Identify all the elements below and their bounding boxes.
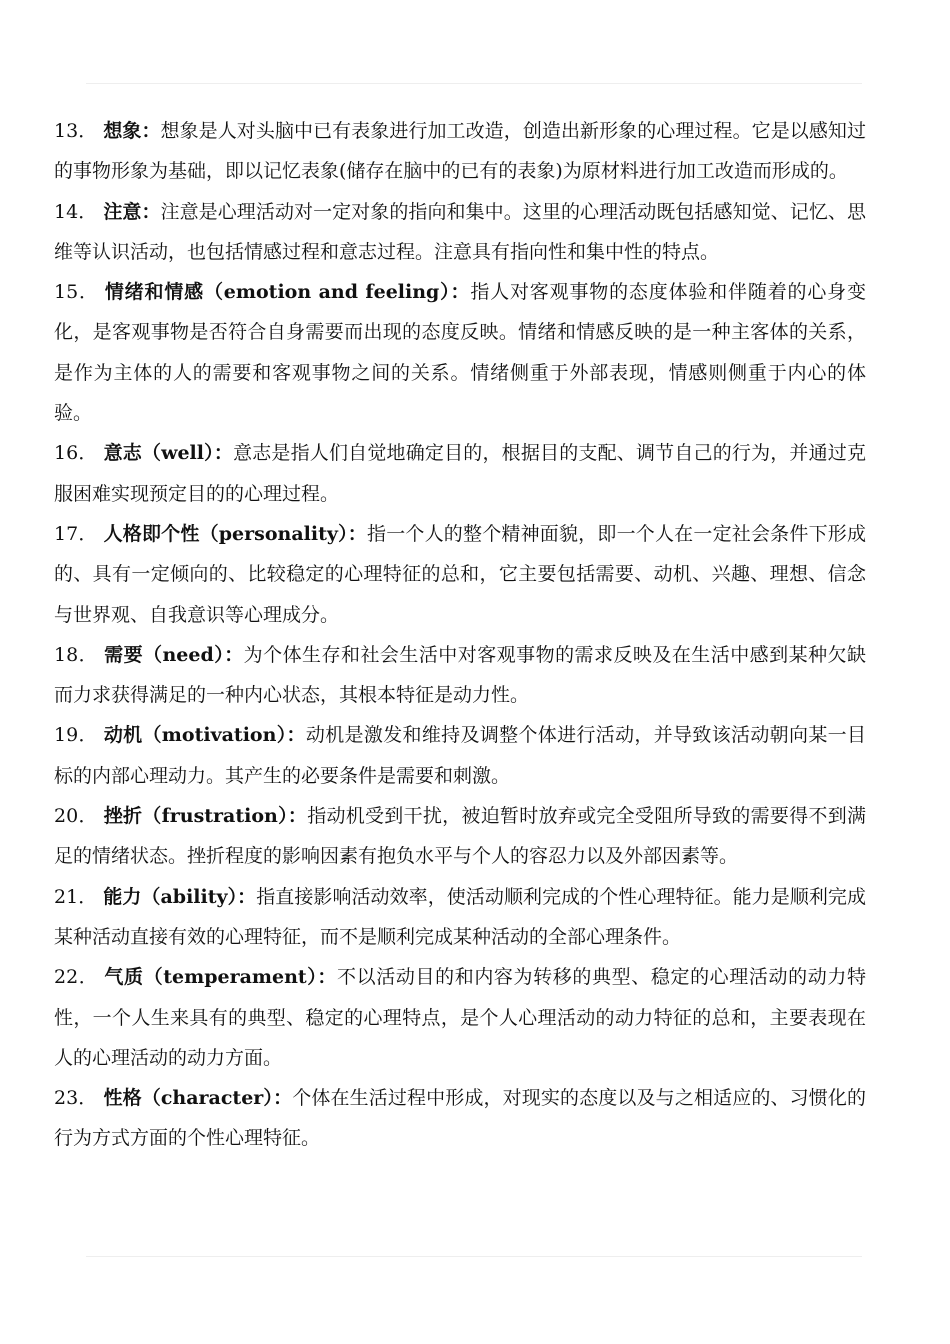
entry-16 — [54, 433, 866, 514]
document-body — [54, 111, 866, 1159]
entry-term: 人格即个性（personality）： — [103, 522, 367, 545]
entry-term: 动机（motivation）： — [103, 724, 306, 747]
entry-number: 16． — [54, 442, 98, 465]
entry-definition: 指一个人的整个精神面貌，即一个人在一定社会条件下形成的、具有一定倾向的、比较稳定的心理特征的总和，它主要包括需要、动机、兴趣、理想、信念与世界观、自我意识等心理成分。 — [54, 522, 866, 626]
entry-definition: 为个体生存和社会生活中对客观事物的需求反映及在生活中感到某种欠缺而力求获得满足的一种内心状态，其根本特征是动力性。 — [54, 643, 866, 707]
entry-19 — [54, 715, 866, 796]
entry-definition: 想象是人对头脑中已有表象进行加工改造，创造出新形象的心理过程。它是以感知过的事物形象为基础，即以记忆表象(储存在脑中的已有的表象)为原材料进行加工改造而形成的。 — [54, 120, 866, 183]
entry-20 — [54, 796, 866, 877]
entry-number: 23． — [54, 1087, 98, 1110]
entry-14 — [54, 192, 866, 273]
entry-definition: 个体在生活过程中形成，对现实的态度以及与之相适应的、习惯化的行为方式方面的个性心理特征。 — [54, 1087, 866, 1150]
entry-number: 14． — [54, 200, 98, 223]
entry-number: 15． — [54, 281, 99, 304]
entry-number: 17． — [54, 522, 98, 545]
entry-number: 19． — [54, 724, 98, 747]
entry-number: 22． — [54, 966, 99, 989]
entry-term: 能力（ability）： — [103, 885, 257, 908]
entry-term: 情绪和情感（emotion and feeling）： — [104, 281, 471, 304]
entry-term: 注意： — [103, 200, 161, 223]
entry-number: 20． — [54, 805, 98, 828]
entry-number: 13． — [54, 120, 98, 142]
entry-definition: 指动机受到干扰，被迫暂时放弃或完全受阻所导致的需要得不到满足的情绪状态。挫折程度的影响因素有抱负水平与个人的容忍力以及外部因素等。 — [54, 805, 866, 868]
entry-17 — [54, 514, 866, 635]
entry-15 — [54, 272, 866, 433]
entry-term: 性格（character）： — [103, 1087, 293, 1110]
entry-definition: 动机是激发和维持及调整个体进行活动，并导致该活动朝向某一目标的内部心理动力。其产生的必要条件是需要和刺激。 — [54, 724, 866, 787]
entry-number: 21． — [54, 885, 98, 908]
entry-definition: 注意是心理活动对一定对象的指向和集中。这里的心理活动既包括感知觉、记忆、思维等认识活动，也包括情感过程和意志过程。注意具有指向性和集中性的特点。 — [54, 200, 866, 263]
entry-21 — [54, 877, 866, 958]
entry-number: 18． — [54, 643, 99, 666]
entry-23 — [54, 1078, 866, 1159]
entry-22 — [54, 957, 866, 1078]
entry-13 — [54, 111, 866, 192]
bottom-divider — [86, 1256, 862, 1257]
entry-definition: 不以活动目的和内容为转移的典型、稳定的心理活动的动力特性，一个人生来具有的典型、稳定的心理特点，是个人心理活动的动力特征的总和，主要表现在人的心理活动的动力方面。 — [54, 966, 866, 1069]
entry-definition: 意志是指人们自觉地确定目的，根据目的支配、调节自己的行为，并通过克服困难实现预定目的的心理过程。 — [54, 442, 866, 505]
entry-term: 意志（well）： — [103, 442, 234, 465]
entry-term: 挫折（frustration）： — [103, 805, 308, 828]
top-divider — [86, 83, 862, 84]
entry-definition: 指人对客观事物的态度体验和伴随着的心身变化，是客观事物是否符合自身需要而出现的态度反映。情绪和情感反映的是一种主客体的关系，是作为主体的人的需要和客观事物之间的关系。情绪侧重于外部表现，情感则侧重于内心的体验。 — [54, 281, 867, 425]
entry-term: 想象： — [103, 120, 161, 142]
entry-18 — [54, 635, 866, 716]
entry-term: 需要（need）： — [104, 643, 244, 666]
entry-definition: 指直接影响活动效率，使活动顺利完成的个性心理特征。能力是顺利完成某种活动直接有效的心理特征，而不是顺利完成某种活动的全部心理条件。 — [54, 885, 866, 948]
entry-term: 气质（temperament）： — [104, 966, 338, 989]
